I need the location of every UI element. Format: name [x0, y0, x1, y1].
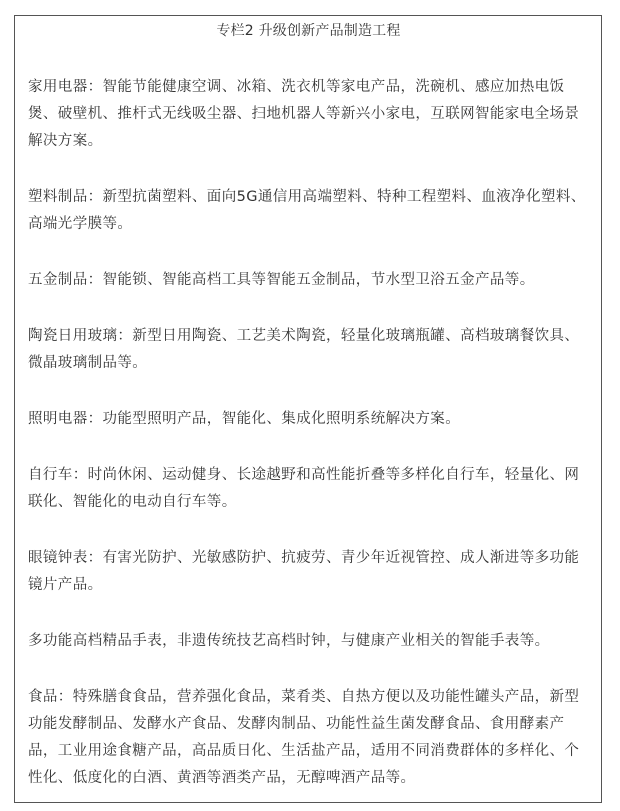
column-box: [14, 15, 602, 803]
entry-home-appliances: 家用电器：智能节能健康空调、冰箱、洗衣机等家电产品，洗碗机、感应加热电饭煲、破壁机、推杆式无线吸尘器、扫地机器人等新兴小家电，互联网智能家电全场景解决方案。: [28, 79, 580, 149]
entry-hardware-products: 五金制品：智能锁、智能高档工具等智能五金制品，节水型卫浴五金产品等。: [28, 272, 535, 288]
entry-plastic-products: 塑料制品：新型抗菌塑料、面向5G通信用高端塑料、特种工程塑料、血液净化塑料、高端光学膜等。: [28, 189, 586, 232]
entry-food: 食品：特殊膳食食品，营养强化食品，菜肴类、自热方便以及功能性罐头产品，新型功能发酵制品、发酵水产食品、发酵肉制品、功能性益生菌发酵食品、食用酵素产品，工业用途食糖产品，高品质日化、生活盐产品，适用不同消费群体的多样化、个性化、低度化的白酒、黄酒等酒类产品，无醇啤酒产品等。: [28, 689, 580, 786]
entry-eyewear-clocks: 眼镜钟表：有害光防护、光敏感防护、抗疲劳、青少年近视管控、成人渐进等多功能镜片产品。: [28, 550, 580, 593]
column-title: 专栏2 升级创新产品制造工程: [216, 23, 401, 39]
entry-list: [28, 74, 589, 792]
entry-lighting-appliances: 照明电器：功能型照明产品，智能化、集成化照明系统解决方案。: [28, 411, 461, 427]
entry-ceramics-glass: 陶瓷日用玻璃：新型日用陶瓷、工艺美术陶瓷，轻量化玻璃瓶罐、高档玻璃餐饮具、微晶玻璃制品等。: [28, 328, 580, 371]
entry-bicycles: 自行车：时尚休闲、运动健身、长途越野和高性能折叠等多样化自行车，轻量化、网联化、智能化的电动自行车等。: [28, 467, 580, 510]
entry-watches: 多功能高档精品手表，非遗传统技艺高档时钟，与健康产业相关的智能手表等。: [28, 633, 550, 649]
